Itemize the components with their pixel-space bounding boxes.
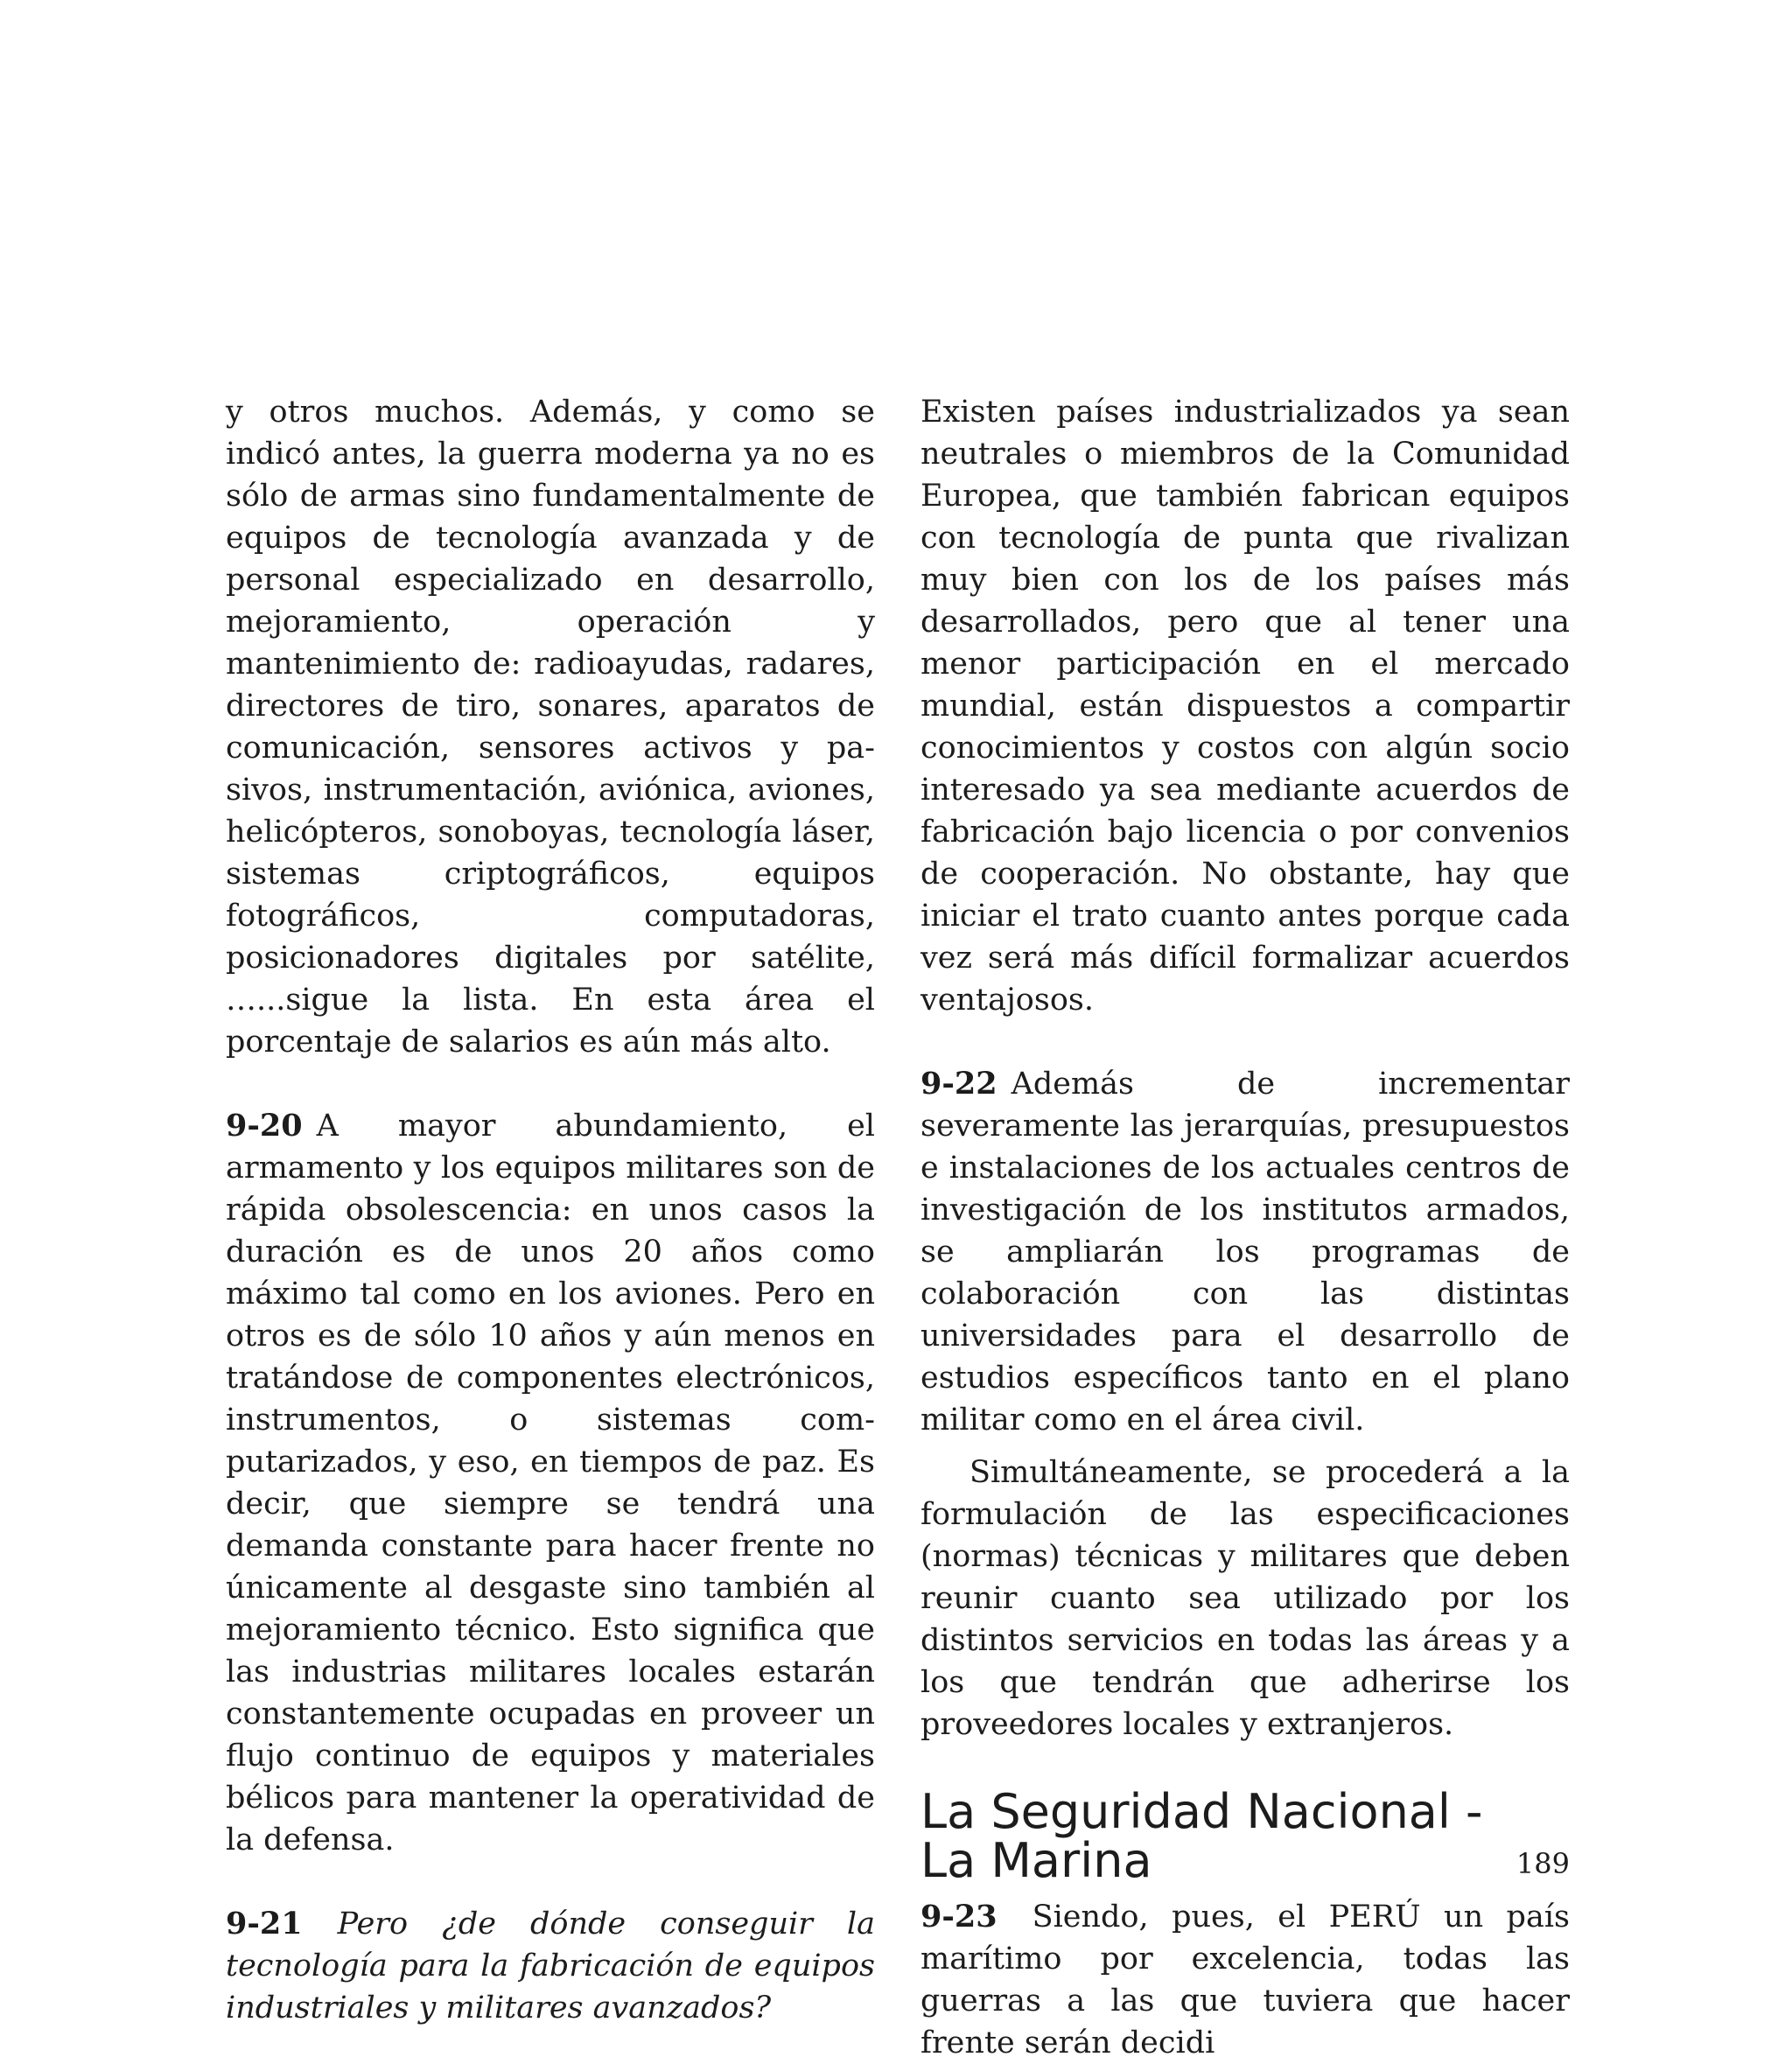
paragraph-continuation: y otros muchos. Además, y como se indicó antes, la guerra moderna ya no es sólo de armas sino fundamentalmente de equipos de tecnología avanzada y de personal especializado en desarrollo, mejoramiento, operación y mantenimiento de: radioayudas, radares, directores de tiro, sonares, aparatos de comunicación, sensores activos y pasivos, instrumentación, aviónica, aviones, helicópteros, sonoboyas, tecnología láser, sistemas criptográficos, equipos fotográficos, computadoras, posicionadores digitales por satélite, …...sigue la lista. En esta área el porcentaje de salarios es aún más alto. (226, 395, 875, 1060)
section-9-23-text: Siendo, pues, el PERÚ un país marítimo por excelencia, todas las guerras a las que tuviera que hacer frente serán decidi (920, 1900, 1570, 2061)
paragraph-industrialized-countries: Existen países industrializados ya sean neutrales o miembros de la Comunidad Europea, que también fabrican equipos con tecnología de punta que rivalizan muy bien con los de los países más desarrollados, pero que al tener una menor participación en el mercado mundial, están dispuestos a compartir conocimientos y costos con algún socio interesado ya sea mediante acuerdos de fabricación bajo licencia o por convenios de cooperación. No obstante, hay que iniciar el trato cuanto antes porque cada vez será más difícil formalizar acuerdos ventajosos. (920, 395, 1570, 1018)
section-9-21 (226, 1903, 875, 2029)
section-number-9-20: 9-20 (226, 1108, 303, 1144)
section-number-9-21: 9-21 (226, 1906, 303, 1942)
section-9-20-text: A mayor abundamiento, el armamento y los equipos militares son de rápida obsolescencia: en unos casos la duración es de unos 20 años como máximo tal como en los aviones. Pero en otros es de sólo 10 años y aún menos en tratándose de componentes electrónicos, instrumentos, o sistemas computarizados, y eso, en tiempos de paz. Es decir, que siempre se tendrá una demanda constante para hacer frente no únicamente al desgaste sino también al mejoramiento técnico. Esto significa que las industrias militares locales estarán constantemente ocupadas en proveer un flujo continuo de equipos y materiales bélicos para mantener la operatividad de la defensa. (226, 1109, 875, 1858)
section-9-21-question: Pero ¿de dónde conseguir la tecnología para la fabricación de equipos industriales y militares avanzados? (226, 1907, 875, 2026)
page-number: 189 (1516, 1847, 1570, 1880)
heading-line-2: La Marina (920, 1833, 1152, 1888)
section-9-23 (920, 1896, 1570, 2064)
section-number-9-23: 9-23 (920, 1899, 998, 1935)
section-9-22 (920, 1063, 1570, 1441)
paragraph-specifications: Simultáneamente, se procederá a la formulación de las especificaciones (normas) técnicas y militares que deben reunir cuanto sea utilizado por los distintos servicios en todas las áreas y a los que tendrán que adherirse los proveedores locales y extranjeros. (920, 1455, 1570, 1742)
section-9-22-text: Además de incrementar severamente las jerarquías, presupuestos e instalaciones de los actuales centros de investigación de los institutos armados, se ampliarán los programas de colaboración con las distintas universidades para el desarrollo de estudios específicos tanto en el plano militar como en el área civil. (920, 1067, 1570, 1438)
left-column (226, 391, 875, 2029)
right-column (920, 391, 1570, 2064)
section-9-20 (226, 1105, 875, 1861)
heading-line-1: La Seguridad Nacional - (920, 1784, 1483, 1839)
section-number-9-22: 9-22 (920, 1066, 998, 1102)
